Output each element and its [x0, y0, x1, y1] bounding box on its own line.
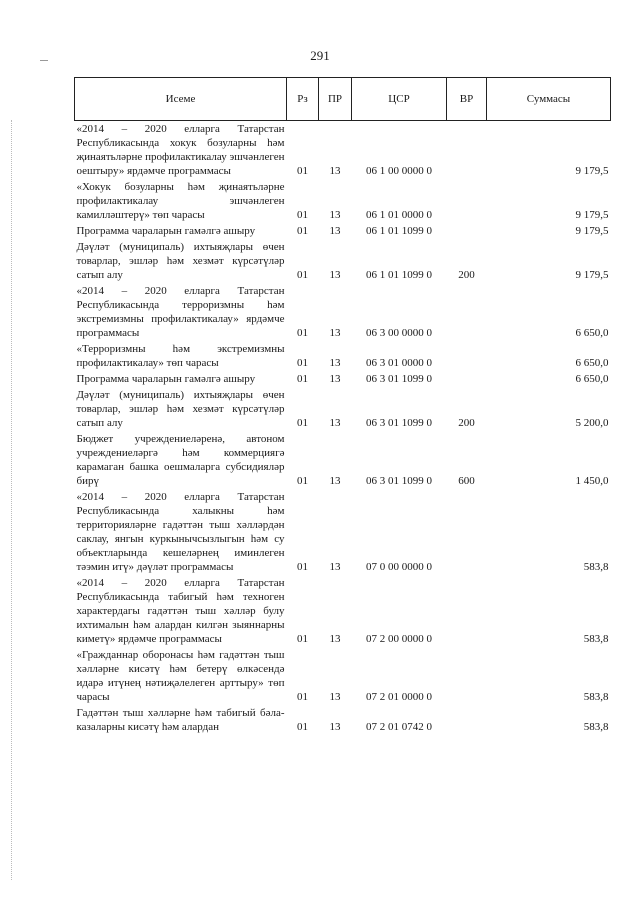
cell-pr: 13 [329, 165, 341, 177]
table-row [75, 705, 611, 735]
cell-pr: 13 [329, 209, 341, 221]
cell-name: Бюджет учреждениеләренә, автоном учреждениеләргә һәм коммерциягә карамаган башка оешмаларга субсидияләр бирү [76, 433, 285, 487]
cell-pr: 13 [329, 417, 341, 429]
cell-csr: 07 2 01 0742 0 [366, 721, 432, 733]
table-row [75, 575, 611, 647]
cell-pr: 13 [329, 633, 341, 645]
cell-sum: 6 650,0 [575, 327, 609, 339]
cell-name: «Терроризмны һәм экстремизмны профилактикалау» төп чарасы [76, 343, 285, 369]
cell-rz: 01 [297, 327, 308, 339]
cell-vr [447, 371, 487, 387]
cell-rz: 01 [297, 633, 308, 645]
cell-pr: 13 [329, 327, 341, 339]
cell-pr: 13 [329, 691, 341, 703]
cell-rz: 01 [297, 225, 308, 237]
table-row [75, 371, 611, 387]
table-header-row [75, 78, 611, 121]
cell-csr: 07 2 01 0000 0 [366, 691, 432, 703]
table-row [75, 647, 611, 705]
cell-csr: 06 1 01 0000 0 [366, 209, 432, 221]
cell-vr [447, 121, 487, 180]
header-vr: ВР [447, 78, 487, 121]
cell-name: «2014 – 2020 елларга Татарстан Республикасында табигый һәм техноген характердагы гадәттән тыш хәлләр булу ихтималын һәм алардан килгән зыяннарны киметү» ярдәмче программасы [76, 577, 285, 645]
cell-csr: 06 3 01 0000 0 [366, 357, 432, 369]
cell-pr: 13 [329, 373, 341, 385]
header-csr: ЦСР [352, 78, 447, 121]
table-row [75, 283, 611, 341]
cell-sum: 9 179,5 [575, 209, 609, 221]
cell-csr: 07 0 00 0000 0 [366, 561, 432, 573]
cell-vr [447, 575, 487, 647]
header-sum: Суммасы [487, 78, 611, 121]
cell-name: «Гражданнар оборонасы һәм гадәттән тыш хәлләрне кисәтү һәм бетерү өлкәсендә идарә итүнең нәтиҗәлелеген арттыру» төп чарасы [76, 649, 285, 703]
cell-name: Дәүләт (муниципаль) ихтыяҗлары өчен товарлар, эшләр һәм хезмәт күрсәтүләр сатып алу [76, 389, 285, 429]
cell-rz: 01 [297, 417, 308, 429]
cell-rz: 01 [297, 561, 308, 573]
cell-sum: 583,8 [583, 721, 609, 733]
cell-csr: 07 2 00 0000 0 [366, 633, 432, 645]
budget-table [74, 77, 611, 735]
table-row [75, 179, 611, 223]
cell-csr: 06 1 00 0000 0 [366, 165, 432, 177]
cell-csr: 06 3 01 1099 0 [366, 373, 432, 385]
cell-vr [447, 341, 487, 371]
cell-name: Дәүләт (муниципаль) ихтыяҗлары өчен товарлар, эшләр һәм хезмәт күрсәтүләр сатып алу [76, 241, 285, 281]
cell-pr: 13 [329, 269, 341, 281]
cell-sum: 583,8 [583, 691, 609, 703]
cell-vr: 600 [458, 475, 475, 487]
cell-name: «Хокук бозуларны һәм җинаятьләрне профилактикалау эшчәнлеген камилләштерү» төп чарасы [76, 181, 285, 221]
cell-rz: 01 [297, 165, 308, 177]
cell-pr: 13 [329, 721, 341, 733]
cell-rz: 01 [297, 691, 308, 703]
cell-pr: 13 [329, 475, 341, 487]
table-row [75, 489, 611, 575]
cell-sum: 9 179,5 [575, 165, 609, 177]
table-body [75, 121, 611, 736]
cell-sum: 583,8 [583, 633, 609, 645]
cell-sum: 9 179,5 [575, 269, 609, 281]
table-row [75, 387, 611, 431]
table-row [75, 431, 611, 489]
header-rz: Рз [287, 78, 319, 121]
cell-csr: 06 3 01 1099 0 [366, 417, 432, 429]
cell-sum: 583,8 [583, 561, 609, 573]
cell-sum: 6 650,0 [575, 373, 609, 385]
table-row [75, 223, 611, 239]
table-row [75, 341, 611, 371]
cell-rz: 01 [297, 721, 308, 733]
cell-pr: 13 [329, 357, 341, 369]
cell-name: Программа чараларын гамәлгә ашыру [76, 225, 256, 237]
cell-csr: 06 3 01 1099 0 [366, 475, 432, 487]
cell-name: «2014 – 2020 елларга Татарстан Республикасында халыкны һәм территорияләрне гадәттән тыш хәлләрдән саклау, янгын куркынычсызлыгын һәм су объектларында кешеләрнең иминлеген тәэмин итү» дәүләт программасы [76, 491, 285, 573]
cell-sum: 1 450,0 [575, 475, 609, 487]
cell-pr: 13 [329, 561, 341, 573]
header-name: Исеме [75, 78, 287, 121]
cell-rz: 01 [297, 269, 308, 281]
scan-margin-line [11, 120, 12, 880]
cell-csr: 06 1 01 1099 0 [366, 269, 432, 281]
cell-rz: 01 [297, 209, 308, 221]
cell-vr [447, 489, 487, 575]
cell-vr [447, 705, 487, 735]
cell-sum: 6 650,0 [575, 357, 609, 369]
cell-name: «2014 – 2020 елларга Татарстан Республикасында хокук бозуларны һәм җинаятьләрне профилактикалау эшчәнлеген оештыру» ярдәмче программасы [76, 123, 285, 177]
cell-vr [447, 179, 487, 223]
cell-rz: 01 [297, 475, 308, 487]
cell-csr: 06 3 00 0000 0 [366, 327, 432, 339]
cell-rz: 01 [297, 357, 308, 369]
cell-sum: 5 200,0 [575, 417, 609, 429]
cell-vr: 200 [458, 269, 475, 281]
table-row [75, 239, 611, 283]
cell-name: Гадәттән тыш хәлләрне һәм табигый бәла-казаларны кисәтү һәм алардан [76, 707, 285, 733]
cell-name: Программа чараларын гамәлгә ашыру [76, 373, 256, 385]
page-number: 291 [310, 48, 330, 63]
cell-vr [447, 283, 487, 341]
table-row [75, 121, 611, 180]
cell-name: «2014 – 2020 елларга Татарстан Республикасында терроризмны һәм экстремизмны профилактикалау» ярдәмче программасы [76, 285, 285, 339]
cell-rz: 01 [297, 373, 308, 385]
cell-sum: 9 179,5 [575, 225, 609, 237]
cell-vr: 200 [458, 417, 475, 429]
cell-vr [447, 223, 487, 239]
cell-pr: 13 [329, 225, 341, 237]
header-pr: ПР [319, 78, 352, 121]
cell-csr: 06 1 01 1099 0 [366, 225, 432, 237]
cell-vr [447, 647, 487, 705]
